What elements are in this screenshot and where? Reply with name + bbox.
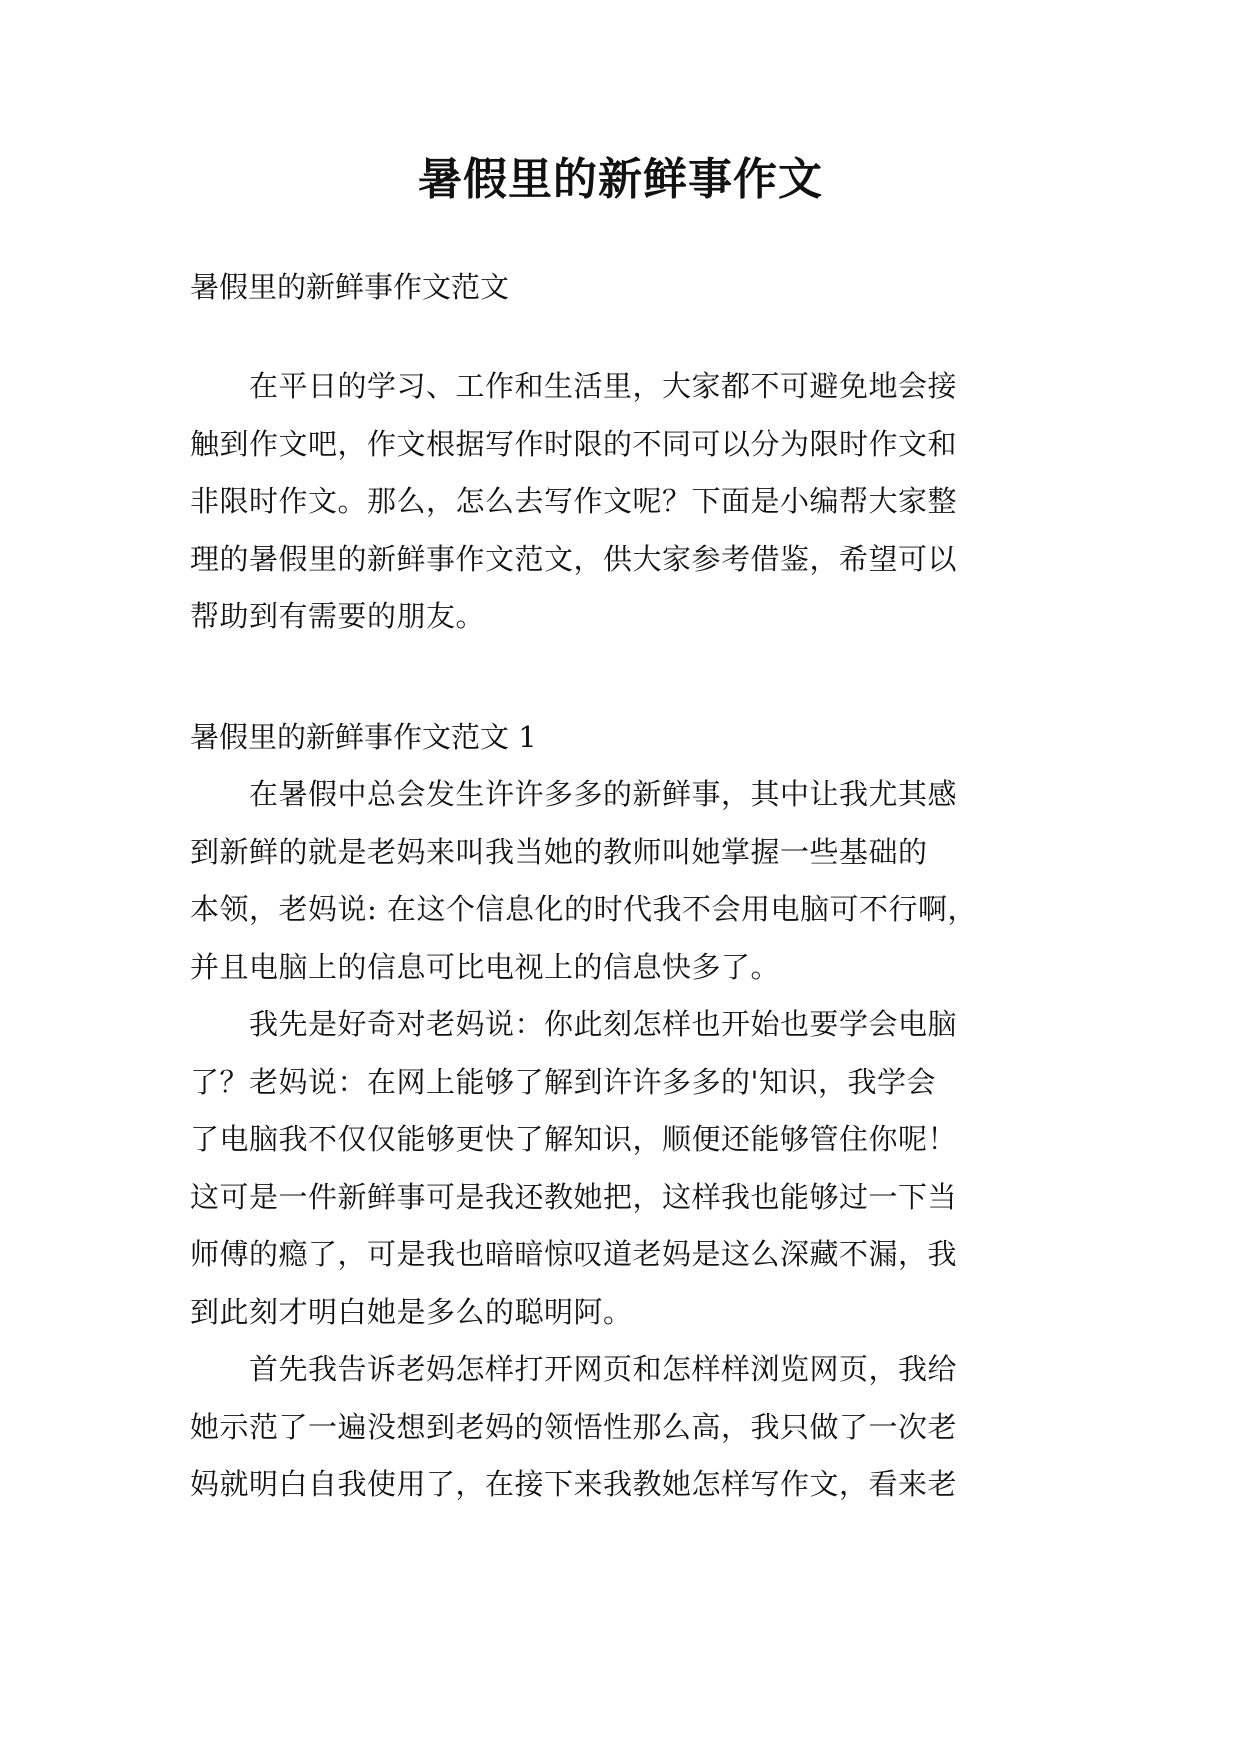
paragraph-line: 这可是一件新鲜事可是我还教她把，这样我也能够过一下当 [190,1179,958,1214]
paragraph-line: 了电脑我不仅仅能够更快了解知识，顺便还能够管住你呢！ [190,1122,958,1156]
paragraph-line: 触到作文吧，作文根据写作时限的不同可以分为限时作文和 [190,426,958,461]
paragraph-line: 并且电脑上的信息可比电视上的信息快多了。 [190,949,781,984]
paragraph-line: 首先我告诉老妈怎样打开网页和怎样样浏览网页，我给 [190,1352,958,1386]
paragraph-line: 帮助到有需要的朋友。 [190,599,486,633]
essay-paragraph [190,1004,1050,1332]
paragraph-line: 在平日的学习、工作和生活里，大家都不可避免地会接 [190,369,958,403]
essay-paragraph [190,1349,1050,1504]
paragraph-line: 师傅的瘾了，可是我也暗暗惊叹道老妈是这么深藏不漏，我 [190,1237,958,1271]
section-heading: 暑假里的新鲜事作文范文 1 [190,720,537,754]
paragraph-line: 本领，老妈说: 在这个信息化的时代我不会用电脑可不行啊， [190,892,977,926]
document-subtitle: 暑假里的新鲜事作文范文 [190,270,510,304]
intro-paragraph [190,366,1050,636]
essay-paragraph [190,774,1050,987]
paragraph-line: 理的暑假里的新鲜事作文范文，供大家参考借鉴，希望可以 [190,541,958,576]
paragraph-line: 了？老妈说：在网上能够了解到许许多多的'知识，我学会 [190,1064,936,1099]
paragraph-line: 到此刻才明白她是多么的聪明阿。 [190,1294,633,1329]
paragraph-line: 她示范了一遍没想到老妈的领悟性那么高，我只做了一次老 [190,1409,958,1444]
paragraph-line: 非限时作文。那么，怎么去写作文呢？下面是小编帮大家整 [190,484,958,518]
paragraph-line: 我先是好奇对老妈说：你此刻怎样也开始也要学会电脑 [190,1007,958,1041]
paragraph-line: 在暑假中总会发生许许多多的新鲜事，其中让我尤其感 [190,777,958,811]
document-title: 暑假里的新鲜事作文 [418,154,823,205]
paragraph-line: 妈就明白自我使用了，在接下来我教她怎样写作文，看来老 [190,1467,958,1501]
paragraph-line: 到新鲜的就是老妈来叫我当她的教师叫她掌握一些基础的 [190,834,928,869]
